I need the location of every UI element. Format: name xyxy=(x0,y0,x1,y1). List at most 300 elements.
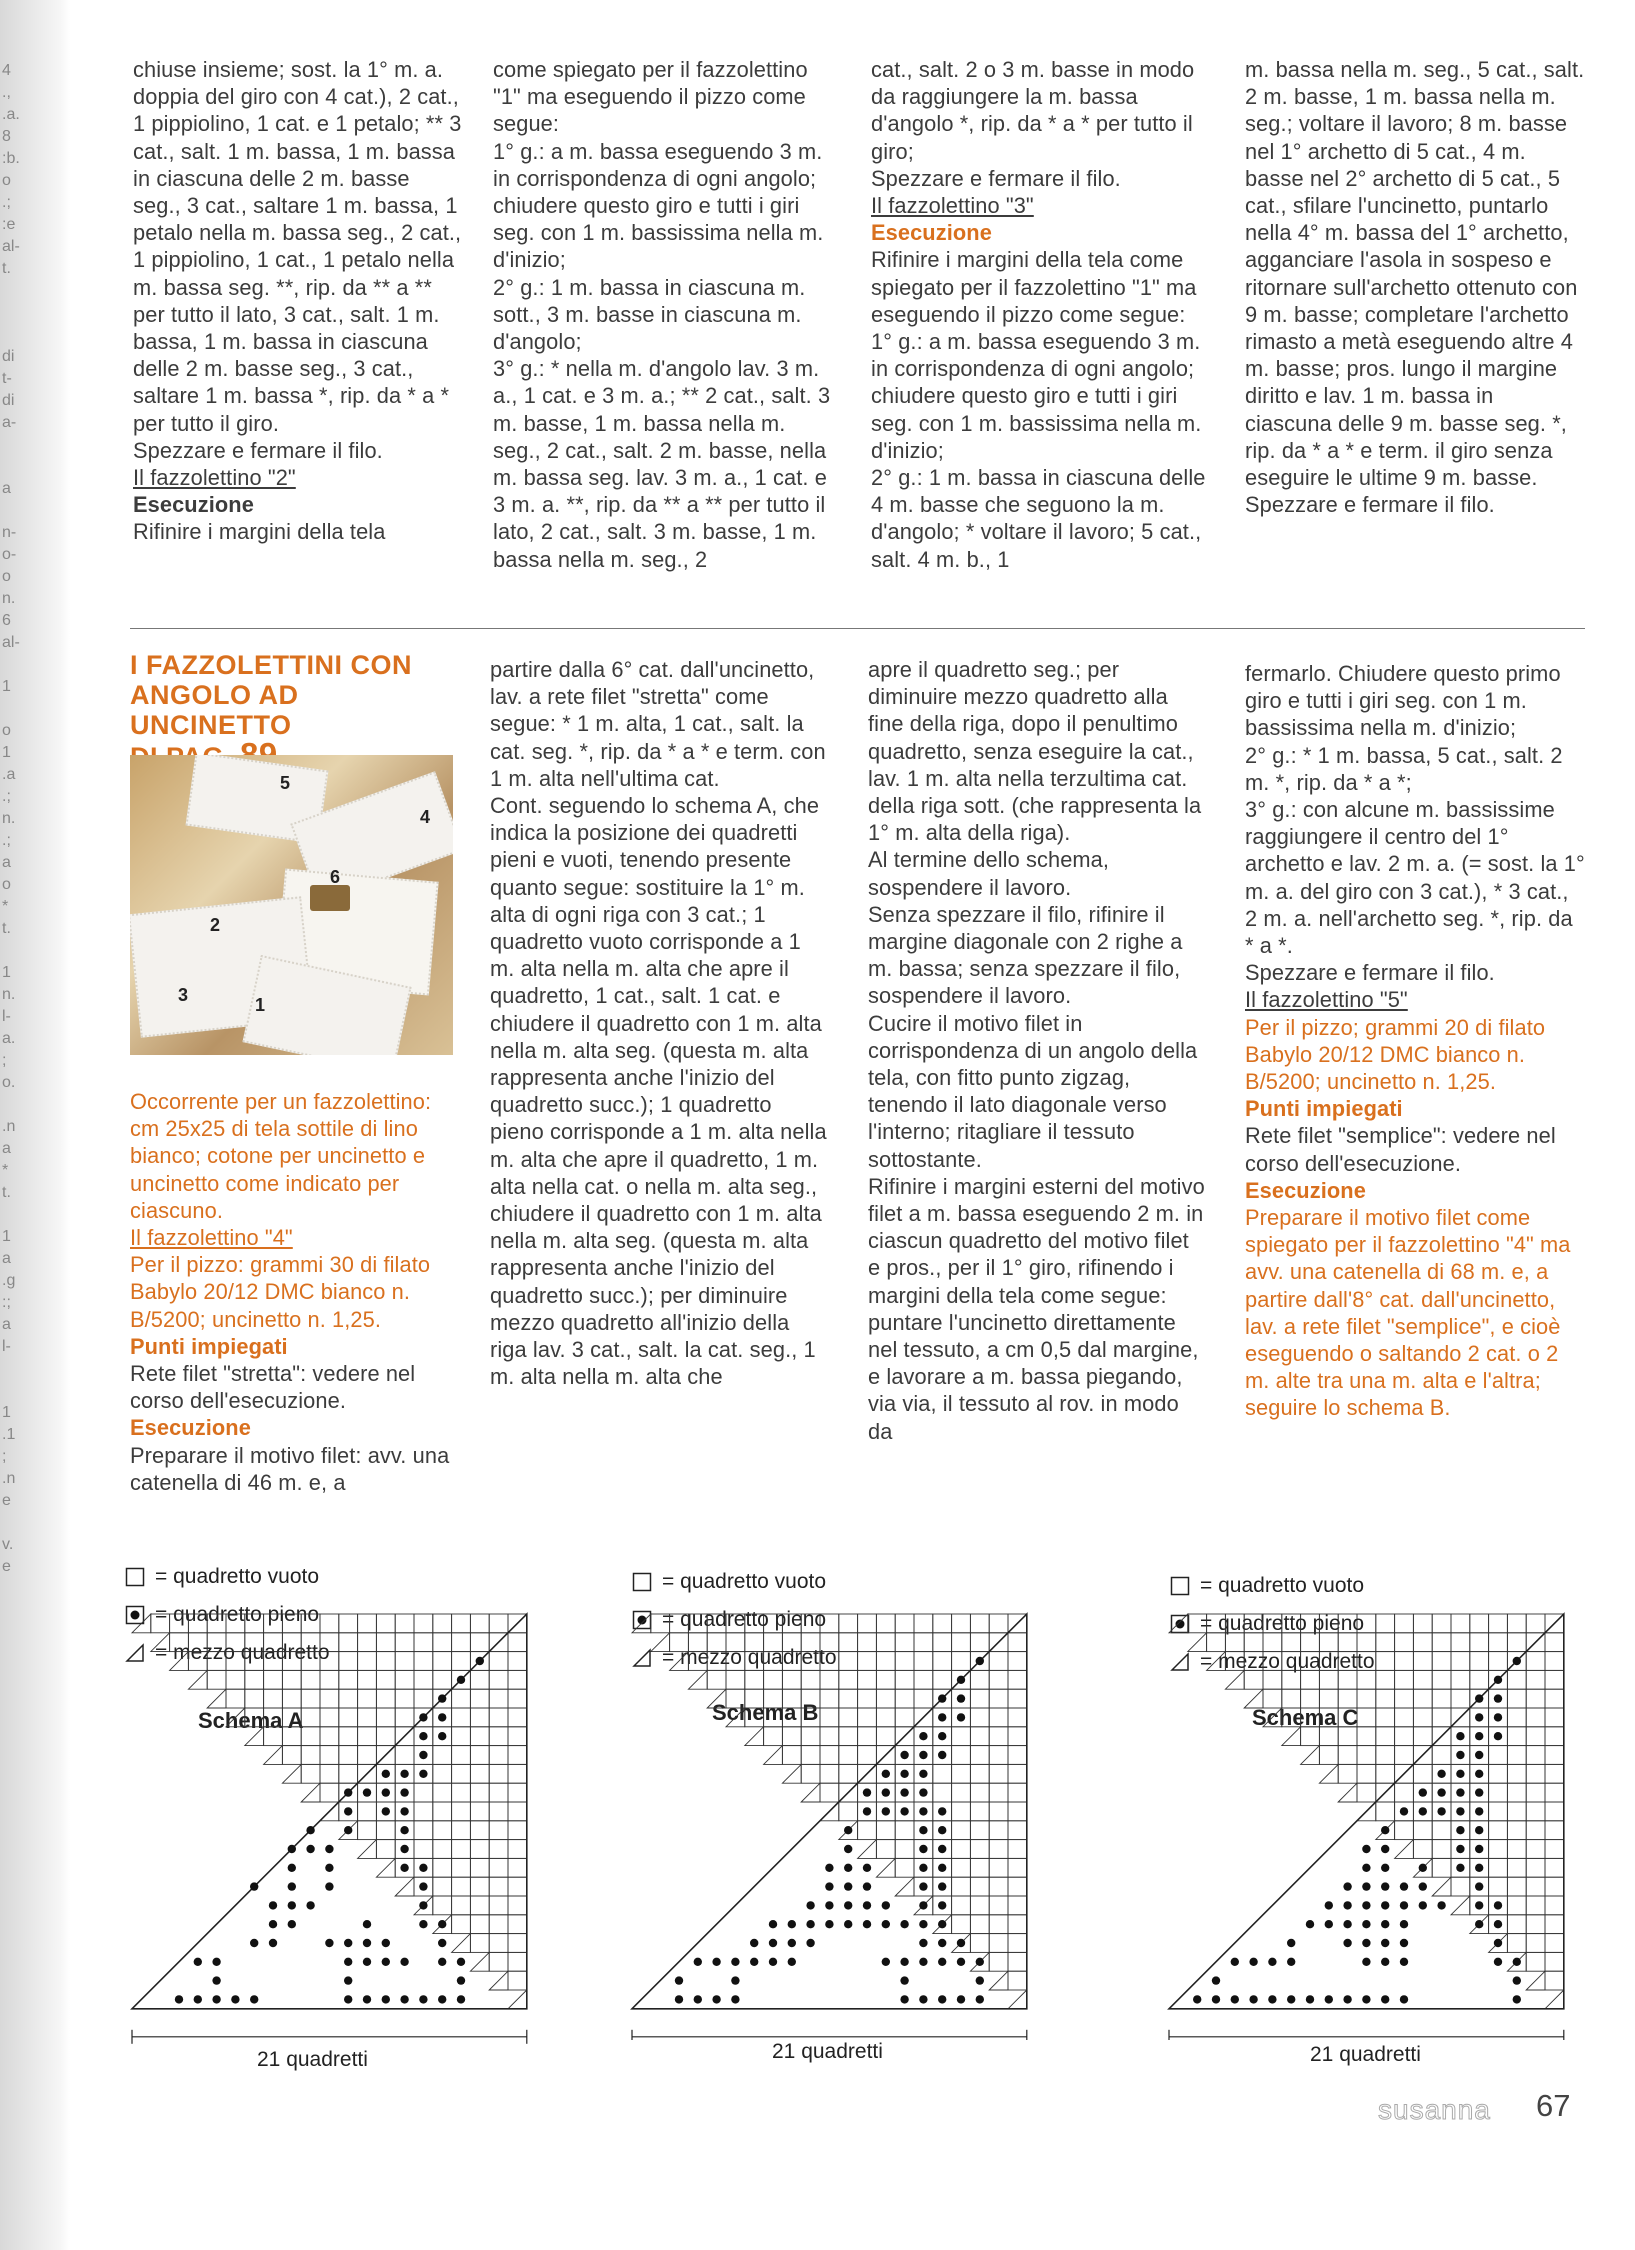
half-cell xyxy=(1338,1783,1357,1802)
grid-cell xyxy=(1507,1633,1526,1652)
paragraph: Per il pizzo; grammi 20 di filato Babylo 20/12 DMC bianco n. B/5200; uncinetto n. 1,25. xyxy=(1245,1014,1546,1095)
filled-square-dot xyxy=(919,1826,927,1834)
grid-cell xyxy=(1432,1858,1451,1877)
filled-square-dot xyxy=(844,1882,852,1890)
grid-cell xyxy=(1376,1764,1395,1783)
filled-square-dot xyxy=(400,1958,408,1966)
grid-cell xyxy=(1432,1746,1451,1765)
filled-square-dot xyxy=(863,1882,871,1890)
filled-square-dot xyxy=(476,1657,484,1665)
filled-square-dot xyxy=(1456,1864,1464,1872)
grid-cell xyxy=(376,1840,395,1859)
grid-cell xyxy=(745,1652,764,1671)
filled-square-dot xyxy=(457,1676,465,1684)
filled-square-dot xyxy=(1475,1901,1483,1909)
grid-cell xyxy=(245,1652,264,1671)
half-cell xyxy=(1008,1990,1027,2009)
grid-cell xyxy=(914,1670,933,1689)
grid-cell xyxy=(470,1783,489,1802)
grid-cell xyxy=(914,1652,933,1671)
grid-cell xyxy=(1432,1708,1451,1727)
top-column-2 xyxy=(493,56,833,573)
grid-cell xyxy=(1357,1746,1376,1765)
filled-square-dot xyxy=(288,1845,296,1853)
half-cell xyxy=(358,1840,377,1859)
grid-cell xyxy=(339,1764,358,1783)
grid-cell xyxy=(876,1633,895,1652)
half-cell xyxy=(670,1652,689,1671)
filled-square-dot xyxy=(1475,1713,1483,1721)
filled-square-dot xyxy=(788,1958,796,1966)
grid-cell xyxy=(1545,1633,1564,1652)
grid-cell xyxy=(839,1670,858,1689)
grid-cell xyxy=(1545,1840,1564,1859)
filled-square-dot xyxy=(344,1958,352,1966)
filled-square-dot xyxy=(1381,1882,1389,1890)
grid-cell xyxy=(1301,1614,1320,1633)
filled-square-dot xyxy=(382,1770,390,1778)
grid-cell xyxy=(1545,1896,1564,1915)
grid-cell xyxy=(970,1614,989,1633)
filled-square-dot xyxy=(344,1788,352,1796)
half-cell xyxy=(1244,1689,1263,1708)
filled-square-dot xyxy=(788,1920,796,1928)
grid-cell xyxy=(989,1821,1008,1840)
filled-square-dot xyxy=(1212,1976,1220,1984)
grid-cell xyxy=(895,1670,914,1689)
grid-cell xyxy=(1244,1614,1263,1633)
half-cell xyxy=(895,1877,914,1896)
filled-square-dot xyxy=(438,1732,446,1740)
filled-square-dot xyxy=(1325,1920,1333,1928)
filled-square-dot xyxy=(694,1995,702,2003)
half-cell xyxy=(1432,1877,1451,1896)
grid-cell xyxy=(989,1746,1008,1765)
paragraph: 2° g.: 1 m. bassa in ciascuna delle 4 m. basse che seguono la m. d'angolo; * voltare il lavoro; 5 cat., salt. 4 m. b., 1 xyxy=(871,465,1206,572)
grid-cell xyxy=(301,1764,320,1783)
grid-cell xyxy=(1395,1708,1414,1727)
filled-square-dot xyxy=(731,1976,739,1984)
filled-square-dot xyxy=(325,1882,333,1890)
legend-half: = mezzo quadretto xyxy=(1200,1650,1375,1673)
filled-square-dot xyxy=(1362,1995,1370,2003)
half-cell xyxy=(1263,1708,1282,1727)
grid-cell xyxy=(989,1877,1008,1896)
filled-square-dot xyxy=(938,1958,946,1966)
filled-square-dot xyxy=(288,1864,296,1872)
filled-square-dot xyxy=(1475,1882,1483,1890)
filled-square-dot xyxy=(844,1845,852,1853)
filled-square-dot xyxy=(1381,1826,1389,1834)
filled-square-dot xyxy=(1419,1864,1427,1872)
filled-square-dot xyxy=(938,1939,946,1947)
grid-cell xyxy=(358,1652,377,1671)
grid-cell xyxy=(339,1633,358,1652)
grid-cell xyxy=(1470,1614,1489,1633)
grid-cell xyxy=(1282,1689,1301,1708)
grid-cell xyxy=(970,1764,989,1783)
grid-cell xyxy=(989,1614,1008,1633)
grid-cell xyxy=(839,1727,858,1746)
grid-cell xyxy=(839,1689,858,1708)
grid-cell xyxy=(395,1746,414,1765)
paragraph: Esecuzione xyxy=(130,1415,251,1441)
grid-cell xyxy=(1376,1652,1395,1671)
filled-square-dot xyxy=(919,1939,927,1947)
legend-full: = quadretto pieno xyxy=(662,1608,827,1631)
filled-square-dot xyxy=(1362,1901,1370,1909)
grid-cell xyxy=(820,1670,839,1689)
filled-square-dot xyxy=(306,1826,314,1834)
paragraph: Rete filet "semplice": vedere nel corso dell'esecuzione. xyxy=(1245,1123,1556,1176)
filled-square-dot xyxy=(1362,1864,1370,1872)
filled-square-dot xyxy=(1343,1995,1351,2003)
filled-square-dot xyxy=(1419,1901,1427,1909)
filled-square-dot xyxy=(1494,1713,1502,1721)
grid-cell xyxy=(989,1783,1008,1802)
grid-cell xyxy=(895,1840,914,1859)
grid-cell xyxy=(933,1652,952,1671)
grid-cell xyxy=(1413,1840,1432,1859)
half-cell xyxy=(1395,1840,1414,1859)
half-cell xyxy=(207,1689,226,1708)
filled-square-dot xyxy=(288,1920,296,1928)
filled-square-dot xyxy=(306,1901,314,1909)
filled-square-dot xyxy=(1212,1995,1220,2003)
filled-square-dot xyxy=(344,1826,352,1834)
grid-cell xyxy=(1357,1764,1376,1783)
grid-cell xyxy=(1545,1783,1564,1802)
half-cell xyxy=(688,1670,707,1689)
grid-cell xyxy=(989,1689,1008,1708)
grid-cell xyxy=(1338,1670,1357,1689)
grid-cell xyxy=(876,1708,895,1727)
grid-cell xyxy=(1526,1746,1545,1765)
grid-cell xyxy=(1451,1877,1470,1896)
grid-cell xyxy=(1376,1614,1395,1633)
filled-square-dot xyxy=(1325,1901,1333,1909)
filled-square-dot xyxy=(1494,1901,1502,1909)
grid-cell xyxy=(489,1614,508,1633)
half-cell xyxy=(782,1764,801,1783)
grid-cell xyxy=(764,1689,783,1708)
filled-square-dot xyxy=(250,1939,258,1947)
grid-cell xyxy=(1357,1708,1376,1727)
half-cell xyxy=(376,1858,395,1877)
filled-square-dot xyxy=(976,1976,984,1984)
grid-cell xyxy=(282,1708,301,1727)
filled-square-dot xyxy=(1437,1901,1445,1909)
grid-cell xyxy=(470,1670,489,1689)
grid-cell xyxy=(858,1708,877,1727)
half-cell xyxy=(188,1670,207,1689)
grid-cell xyxy=(952,1633,971,1652)
grid-cell xyxy=(839,1708,858,1727)
filled-square-dot xyxy=(731,1995,739,2003)
filled-square-dot xyxy=(212,1995,220,2003)
schema-a-width-label: 21 quadretti xyxy=(257,2048,368,2071)
grid-cell xyxy=(1545,1652,1564,1671)
grid-cell xyxy=(1489,1764,1508,1783)
grid-cell xyxy=(433,1896,452,1915)
grid-cell xyxy=(914,1633,933,1652)
grid-cell xyxy=(1545,1877,1564,1896)
filled-square-dot xyxy=(250,1995,258,2003)
grid-cell xyxy=(970,1727,989,1746)
grid-cell xyxy=(489,1652,508,1671)
filled-square-dot xyxy=(438,1694,446,1702)
grid-cell xyxy=(470,1689,489,1708)
grid-cell xyxy=(207,1633,226,1652)
grid-cell xyxy=(414,1821,433,1840)
filled-square-dot xyxy=(1475,1788,1483,1796)
grid-cell xyxy=(1507,1821,1526,1840)
filled-square-dot xyxy=(694,1958,702,1966)
filled-square-dot xyxy=(976,1958,984,1966)
paragraph: m. bassa nella m. seg., 5 cat., salt. 2 m. basse, 1 m. bassa nella m. seg.; voltare il lavoro; 8 m. basse nel 1° archetto di 5 cat., 4 m. basse nel 2° archetto di 5 cat., 5 cat., sfilare l'uncinetto, puntarlo nella 4° m. bassa del 1° archetto, agganciare l'asola in sospeso e ritornare sull'archetto ottenuto con 9 m. basse; completare l'archetto rimasto a metà eseguendo altre 4 m. basse; pros. lungo il margine diritto e lav. 1 m. bassa in ciascuna delle 9 m. basse seg. *, rip. da * a * e term. il giro senza eseguire le ultime 9 m. basse. xyxy=(1245,57,1585,491)
grid-cell xyxy=(452,1821,471,1840)
page-number: 67 xyxy=(1536,2088,1571,2123)
filled-square-dot xyxy=(288,1882,296,1890)
half-cell xyxy=(801,1783,820,1802)
grid-cell xyxy=(508,1746,527,1765)
grid-cell xyxy=(339,1708,358,1727)
filled-square-dot xyxy=(1513,1995,1521,2003)
paragraph: cat., salt. 2 o 3 m. basse in modo da raggiungere la m. bassa d'angolo *, rip. da * a * per tutto il giro; xyxy=(871,57,1195,164)
filled-square-dot xyxy=(1400,1958,1408,1966)
grid-cell xyxy=(1395,1689,1414,1708)
grid-cell xyxy=(320,1764,339,1783)
grid-cell xyxy=(970,1877,989,1896)
grid-cell xyxy=(876,1670,895,1689)
filled-square-dot xyxy=(1419,1788,1427,1796)
paragraph: Esecuzione xyxy=(871,220,992,246)
grid-cell xyxy=(970,1840,989,1859)
grid-cell xyxy=(245,1614,264,1633)
grid-cell xyxy=(782,1689,801,1708)
grid-cell xyxy=(1357,1727,1376,1746)
grid-cell xyxy=(508,1915,527,1934)
grid-cell xyxy=(1008,1821,1027,1840)
filled-square-dot xyxy=(844,1920,852,1928)
grid-cell xyxy=(1451,1652,1470,1671)
grid-cell xyxy=(1008,1858,1027,1877)
filled-square-dot xyxy=(863,1807,871,1815)
grid-cell xyxy=(1282,1652,1301,1671)
half-cell xyxy=(858,1840,877,1859)
grid-cell xyxy=(1545,1915,1564,1934)
grid-cell xyxy=(1545,1934,1564,1953)
filled-square-dot xyxy=(269,1901,277,1909)
filled-square-dot xyxy=(882,1807,890,1815)
grid-cell xyxy=(1008,1633,1027,1652)
grid-cell xyxy=(301,1708,320,1727)
grid-cell xyxy=(414,1670,433,1689)
filled-square-dot xyxy=(457,1976,465,1984)
half-cell xyxy=(651,1633,670,1652)
filled-square-dot xyxy=(919,1770,927,1778)
grid-cell xyxy=(1338,1708,1357,1727)
grid-cell xyxy=(1432,1840,1451,1859)
grid-cell xyxy=(801,1764,820,1783)
filled-square-dot xyxy=(863,1920,871,1928)
grid-cell xyxy=(489,1708,508,1727)
filled-square-dot xyxy=(382,1995,390,2003)
filled-square-dot xyxy=(438,1995,446,2003)
grid-cell xyxy=(1545,1971,1564,1990)
grid-cell xyxy=(395,1708,414,1727)
filled-square-dot xyxy=(1513,1958,1521,1966)
filled-square-dot xyxy=(1513,1976,1521,1984)
paragraph: Spezzare e fermare il filo. xyxy=(871,165,1121,191)
grid-cell xyxy=(989,1858,1008,1877)
grid-cell xyxy=(1507,1708,1526,1727)
grid-cell xyxy=(1395,1652,1414,1671)
top-column-3 xyxy=(871,56,1209,573)
paragraph: 2° g.: 1 m. bassa in ciascuna m. sott., 3 m. basse in ciascuna m. d'angolo; xyxy=(493,274,806,355)
grid-cell xyxy=(470,1802,489,1821)
grid-cell xyxy=(489,1896,508,1915)
grid-cell xyxy=(745,1633,764,1652)
filled-square-dot xyxy=(938,1920,946,1928)
grid-cell xyxy=(1451,1614,1470,1633)
grid-cell xyxy=(433,1746,452,1765)
grid-cell xyxy=(764,1652,783,1671)
filled-square-dot xyxy=(919,1882,927,1890)
filled-square-dot xyxy=(919,1751,927,1759)
filled-square-dot xyxy=(1400,1901,1408,1909)
filled-square-dot xyxy=(825,1901,833,1909)
grid-cell xyxy=(452,1858,471,1877)
grid-cell xyxy=(726,1652,745,1671)
grid-cell xyxy=(952,1915,971,1934)
half-cell xyxy=(1526,1971,1545,1990)
filled-square-dot xyxy=(1437,1788,1445,1796)
filled-square-dot xyxy=(900,1995,908,2003)
filled-square-dot xyxy=(363,1995,371,2003)
grid-cell xyxy=(1489,1802,1508,1821)
filled-square-dot xyxy=(769,1920,777,1928)
grid-cell xyxy=(320,1783,339,1802)
grid-cell xyxy=(952,1727,971,1746)
filled-square-dot xyxy=(919,1920,927,1928)
schema-b-width-label: 21 quadretti xyxy=(772,2040,883,2063)
grid-cell xyxy=(1376,1746,1395,1765)
filled-square-dot xyxy=(438,1713,446,1721)
filled-square-dot xyxy=(438,1920,446,1928)
filled-square-dot xyxy=(1343,1939,1351,1947)
filled-square-dot xyxy=(1494,1958,1502,1966)
filled-square-dot xyxy=(1362,1882,1370,1890)
grid-cell xyxy=(452,1764,471,1783)
grid-cell xyxy=(339,1689,358,1708)
filled-square-dot xyxy=(1456,1807,1464,1815)
grid-cell xyxy=(1413,1689,1432,1708)
filled-square-dot xyxy=(1343,1882,1351,1890)
grid-cell xyxy=(895,1821,914,1840)
grid-cell xyxy=(320,1652,339,1671)
paragraph: Al termine dello schema, sospendere il lavoro. xyxy=(868,847,1110,900)
grid-cell xyxy=(470,1727,489,1746)
filled-square-dot xyxy=(938,1826,946,1834)
grid-cell xyxy=(1008,1670,1027,1689)
grid-cell xyxy=(1263,1689,1282,1708)
filled-square-dot xyxy=(1475,1826,1483,1834)
filled-square-dot xyxy=(419,1770,427,1778)
filled-square-dot xyxy=(1306,1920,1314,1928)
grid-cell xyxy=(1526,1670,1545,1689)
handkerchiefs-photo xyxy=(130,755,453,1055)
grid-cell xyxy=(1545,1821,1564,1840)
filled-square-dot xyxy=(900,1788,908,1796)
half-cell xyxy=(132,1614,151,1633)
grid-cell xyxy=(452,1915,471,1934)
grid-cell xyxy=(989,1764,1008,1783)
grid-cell xyxy=(801,1746,820,1765)
grid-cell xyxy=(489,1802,508,1821)
grid-cell xyxy=(782,1614,801,1633)
grid-cell xyxy=(970,1858,989,1877)
grid-cell xyxy=(989,1708,1008,1727)
filled-square-dot xyxy=(882,1788,890,1796)
embroidery-motif xyxy=(310,885,350,911)
filled-square-dot xyxy=(419,1732,427,1740)
grid-cell xyxy=(1545,1764,1564,1783)
grid-cell xyxy=(358,1614,377,1633)
filled-square-dot xyxy=(976,1995,984,2003)
half-cell xyxy=(301,1783,320,1802)
grid-cell xyxy=(188,1633,207,1652)
half-cell xyxy=(1301,1746,1320,1765)
filled-square-dot xyxy=(750,1958,758,1966)
filled-square-dot xyxy=(1475,1807,1483,1815)
filled-square-dot xyxy=(938,1694,946,1702)
half-cell xyxy=(489,1971,508,1990)
grid-cell xyxy=(1338,1689,1357,1708)
legend-half: = mezzo quadretto xyxy=(155,1641,330,1664)
filled-square-dot xyxy=(1456,1788,1464,1796)
grid-cell xyxy=(470,1821,489,1840)
grid-cell xyxy=(914,1614,933,1633)
grid-cell xyxy=(970,1689,989,1708)
grid-cell xyxy=(433,1783,452,1802)
paragraph: Il fazzolettino "4" xyxy=(130,1225,293,1251)
grid-cell xyxy=(1413,1652,1432,1671)
grid-cell xyxy=(358,1727,377,1746)
grid-cell xyxy=(726,1633,745,1652)
grid-cell xyxy=(376,1670,395,1689)
photo-number: 5 xyxy=(280,773,291,793)
paragraph: Occorrente per un fazzolettino: cm 25x25 di tela sottile di lino bianco; cotone per uncinetto e uncinetto come indicato per ciascuno. xyxy=(130,1089,432,1223)
grid-cell xyxy=(376,1727,395,1746)
grid-cell xyxy=(414,1614,433,1633)
filled-square-dot xyxy=(1325,1995,1333,2003)
grid-cell xyxy=(1489,1746,1508,1765)
filled-square-dot xyxy=(1381,1901,1389,1909)
grid-cell xyxy=(1526,1952,1545,1971)
grid-cell xyxy=(264,1614,283,1633)
grid-cell xyxy=(376,1708,395,1727)
grid-cell xyxy=(1470,1670,1489,1689)
grid-cell xyxy=(1263,1670,1282,1689)
grid-cell xyxy=(1338,1727,1357,1746)
paragraph: come spiegato per il fazzolettino "1" ma eseguendo il pizzo come segue: xyxy=(493,57,808,137)
grid-cell xyxy=(858,1633,877,1652)
grid-cell xyxy=(1263,1614,1282,1633)
grid-cell xyxy=(489,1877,508,1896)
grid-cell xyxy=(1357,1689,1376,1708)
grid-cell xyxy=(1008,1934,1027,1953)
